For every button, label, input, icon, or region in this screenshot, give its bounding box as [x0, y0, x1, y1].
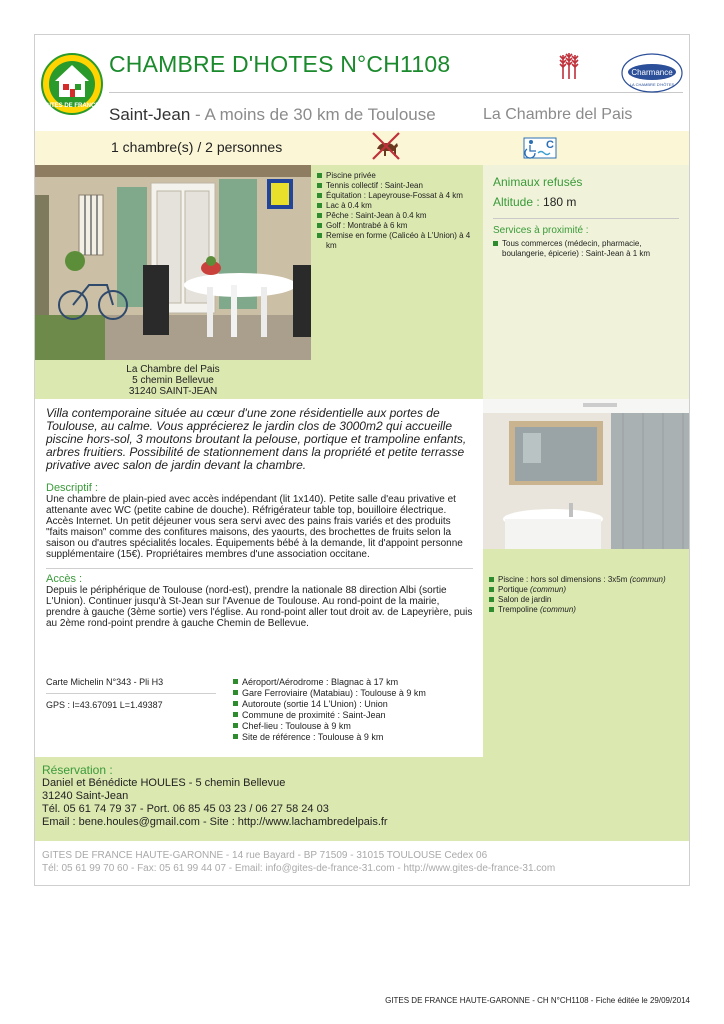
footer-address: GITES DE FRANCE HAUTE-GARONNE - 14 rue Bayard - BP 71509 - 31015 TOULOUSE Cedex 06	[42, 850, 488, 861]
gps-coordinates: GPS : l=43.67091 L=1.49387	[46, 700, 163, 710]
list-item: Autoroute (sortie 14 L'Union) : Union	[233, 699, 478, 710]
list-item: Piscine : hors sol dimensions : 3x5m (commun)	[489, 575, 683, 585]
reservation-contact: Daniel et Bénédicte HOULES - 5 chemin Bellevue	[42, 777, 286, 789]
header-divider	[109, 92, 683, 93]
address-line-3: 31240 SAINT-JEAN	[128, 386, 218, 397]
separator: -	[195, 105, 201, 124]
list-item: Lac à 0.4 km	[317, 201, 477, 211]
acces-label: Accès :	[46, 573, 83, 585]
map-info	[46, 677, 216, 711]
reservation-email-site[interactable]: Email : bene.houles@gmail.com - Site : http://www.lachambredelpais.fr	[42, 816, 388, 828]
list-item: Tous commerces (médecin, pharmacie, boulangerie, épicerie) : Saint-Jean à 1 km	[493, 239, 679, 259]
overview-band	[35, 165, 689, 399]
nearby-list	[233, 677, 478, 743]
reservation-label: Réservation :	[42, 763, 113, 777]
list-item: Trempoline (commun)	[489, 605, 683, 615]
acces-text: Depuis le périphérique de Toulouse (nord-est), prendre la nationale 88 direction Albi (sortie L'Union). Continuer jusqu'à St-Jean sur l'Avenue de Toulouse. Au rond-point de la mairie, prendre à gauche (3ème sortie) vers l'église. Au rond-point aller tout droit av. de Lapeyrière, puis au 2ème rond-point prendre à gauche Chemin de Bellevue.	[46, 585, 473, 629]
descriptif-text: Une chambre de plain-pied avec accès indépendant (lit 1x140). Petite salle d'eau privative et attenante avec WC (petite cabine de douche). Réfrigérateur table top, bouilloire électrique. Accès Internet. Un petit déjeuner vous sera servi avec des pains frais variés et des produits "faits maison" comme des confitures maisons, des yaourts, des brochettes de fruits selon la saison ou d'autres spécialités locales. Équipements bébé à la demande, lit d'appoint personne supplémentaire (15€). Propriétaires membres d'une association occitane.	[46, 494, 463, 560]
edition-note: GITES DE FRANCE HAUTE-GARONNE - CH N°CH1108 - Fiche éditée le 29/09/2014	[385, 996, 690, 1005]
lead-paragraph: Villa contemporaine située au cœur d'une zone résidentielle aux portes de Toulouse, au calme. Vous apprécierez le jardin clos de 3000m2 qui accueille piscine hors-sol, 3 moutons broutant la pelouse, portique et trampoline enfants, arbres fruitiers. Possibilité de stationnement dans la propriété et petite terrasse privative avec salon de jardin devant la chambre.	[46, 406, 467, 472]
features-list	[311, 165, 483, 399]
side-divider	[493, 218, 679, 219]
altitude	[493, 195, 679, 209]
list-item: Portique (commun)	[489, 585, 683, 595]
no-animals-icon	[369, 131, 403, 161]
capacity-bar	[35, 131, 689, 165]
page-title: CHAMBRE D'HOTES N°CH1108	[109, 51, 451, 77]
list-item: Salon de jardin	[489, 595, 683, 605]
address-block	[35, 360, 311, 399]
list-item: Chef-lieu : Toulouse à 9 km	[233, 721, 478, 732]
list-item: Site de référence : Toulouse à 9 km	[233, 732, 478, 743]
map-divider	[46, 693, 216, 694]
svg-text:C: C	[546, 139, 554, 151]
address-line-2: 5 chemin Bellevue	[132, 375, 214, 386]
header	[35, 35, 689, 131]
altitude-value: 180 m	[543, 195, 577, 209]
capacity-text: 1 chambre(s) / 2 personnes	[111, 139, 283, 155]
equipment-list	[489, 575, 683, 615]
wheat-ear-rating-icon	[555, 51, 583, 81]
footer-contact[interactable]: Tél: 05 61 99 70 60 - Fax: 05 61 99 44 07 - Email: info@gites-de-france-31.com - http://www.gites-de-france-31.com	[42, 863, 556, 874]
house-photo	[35, 165, 311, 360]
list-item: Pêche : Saint-Jean à 0.4 km	[317, 211, 477, 221]
services-label: Services à proximité :	[493, 225, 589, 236]
reservation-city: 31240 Saint-Jean	[42, 790, 129, 802]
list-item: Remise en forme (Calicéo à L'Union) à 4 km	[317, 231, 477, 251]
gites-de-france-logo	[41, 51, 103, 117]
list-item: Gare Ferroviaire (Matabiau) : Toulouse à 9 km	[233, 688, 478, 699]
reservation-phone[interactable]: Tél. 05 61 74 79 37 - Port. 06 85 45 03 23 / 06 27 58 24 03	[42, 803, 329, 815]
equipment-panel	[483, 549, 689, 759]
descriptif-label: Descriptif :	[46, 482, 98, 494]
side-panel	[483, 165, 689, 399]
footer	[42, 849, 555, 875]
list-item: Commune de proximité : Saint-Jean	[233, 710, 478, 721]
list-item: Tennis collectif : Saint-Jean	[317, 181, 477, 191]
location-line	[109, 105, 436, 125]
altitude-label: Altitude :	[493, 195, 540, 209]
list-item: Piscine privée	[317, 171, 477, 181]
list-item: Équitation : Lapeyrouse-Fossat à 4 km	[317, 191, 477, 201]
services-list	[493, 239, 679, 259]
charmance-subtext: LA CHAMBRE D'HÔTES	[629, 82, 675, 87]
charmance-text: Charmance	[631, 68, 673, 77]
svg-text:GITES DE FRANCE: GITES DE FRANCE	[44, 103, 100, 109]
venue-name: La Chambre del Pais	[483, 106, 633, 123]
location-info	[35, 665, 483, 757]
bathroom-photo	[483, 399, 689, 549]
list-item: Aéroport/Aérodrome : Blagnac à 17 km	[233, 677, 478, 688]
listing-sheet	[34, 34, 690, 886]
accessibility-icon	[523, 137, 557, 159]
address-line-1: La Chambre del Pais	[126, 364, 220, 375]
list-item: Golf : Montrabé à 6 km	[317, 221, 477, 231]
charmance-label-logo	[621, 53, 683, 93]
distance-text: A moins de 30 km de Toulouse	[204, 105, 436, 124]
town-name: Saint-Jean	[109, 105, 191, 124]
animals-status: Animaux refusés	[493, 175, 583, 189]
section-divider	[46, 568, 473, 569]
reservation-section	[35, 757, 689, 841]
map-reference: Carte Michelin N°343 - Pli H3	[46, 677, 164, 687]
